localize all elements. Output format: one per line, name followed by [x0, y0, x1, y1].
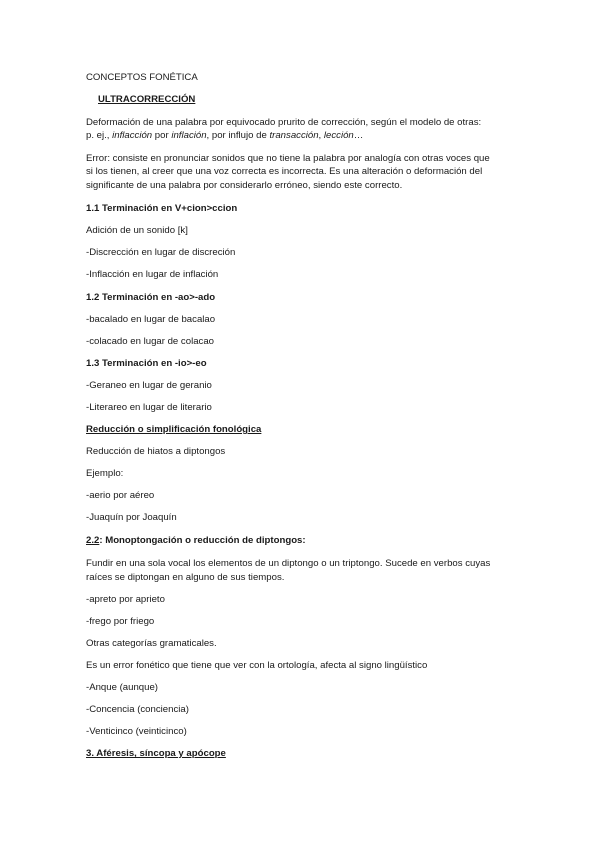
section-heading-aferesis: 3. Aféresis, síncopa y apócope — [86, 748, 226, 759]
example-2a: -aerio por aéreo — [86, 490, 155, 501]
example-1-3a: -Geraneo en lugar de geranio — [86, 380, 212, 391]
example-2-2b: -frego por friego — [86, 616, 155, 627]
error-line-3: significante de una palabra por considerarlo erróneo, siendo este correcto. — [86, 180, 403, 191]
subheading-1-2: 1.2 Terminación en -ao>-ado — [86, 292, 216, 303]
text-2-2b: raíces se diptongan en alguno de sus tiempos. — [86, 572, 285, 583]
section-heading-reduccion: Reducción o simplificación fonológica — [86, 424, 262, 435]
def-italic-word: lección — [323, 130, 354, 141]
example-1-1a: -Discrección en lugar de discreción — [86, 247, 236, 258]
def-italic-word: inflación — [171, 130, 207, 141]
text-other-categories: Otras categorías gramaticales. — [86, 638, 217, 649]
section-heading-ultracorreccion — [86, 94, 195, 106]
text-2-2a: Fundir en una sola vocal los elementos de un diptongo o un triptongo. Sucede en verbos cuyas — [86, 558, 491, 569]
def-text: p. ej., — [86, 130, 113, 141]
text-1-1: Adición de un sonido [k] — [86, 225, 188, 236]
text-2b: Ejemplo: — [86, 468, 124, 479]
example-1-1b: -Inflacción en lugar de inflación — [86, 269, 219, 280]
def-text: , — [318, 130, 324, 141]
def-text: , por influjo de — [206, 130, 270, 141]
subheading-2-2 — [86, 535, 306, 547]
section-heading-text: ULTRACORRECCIÓN — [98, 94, 196, 105]
def-italic-word: transacción — [269, 130, 319, 141]
subheading-1-3: 1.3 Terminación en -io>-eo — [86, 358, 207, 369]
error-line-1: Error: consiste en pronunciar sonidos que no tiene la palabra por analogía con otras voces que — [86, 153, 490, 164]
example-3c: -Venticinco (veinticinco) — [86, 726, 187, 737]
example-3b: -Concencia (conciencia) — [86, 704, 189, 715]
text-2a: Reducción de hiatos a diptongos — [86, 446, 226, 457]
example-1-2b: -colacado en lugar de colacao — [86, 336, 215, 347]
error-line-2: si los tienen, al creer que una voz correcta es incorrecta. Es una alteración o deformación del — [86, 166, 483, 177]
example-1-2a: -bacalado en lugar de bacalao — [86, 314, 216, 325]
example-1-3b: -Literareo en lugar de literario — [86, 402, 212, 413]
def-italic-word: inflacción — [112, 130, 153, 141]
definition-line-1: Deformación de una palabra por equivocado prurito de corrección, según el modelo de otras: — [86, 117, 482, 128]
text-phonetic-error: Es un error fonético que tiene que ver con la ortología, afecta al signo lingüístico — [86, 660, 428, 671]
example-3a: -Anque (aunque) — [86, 682, 159, 693]
def-text: … — [353, 130, 364, 141]
subheading-2-2-number: 2.2 — [86, 535, 100, 546]
def-text: por — [152, 130, 172, 141]
subheading-1-1: 1.1 Terminación en V+cion>ccion — [86, 203, 238, 214]
definition-line-2 — [86, 130, 363, 142]
example-2-2a: -apreto por aprieto — [86, 594, 165, 605]
subheading-2-2-text: : Monoptongación o reducción de diptongos: — [99, 535, 306, 546]
doc-title: CONCEPTOS FONÉTICA — [86, 72, 198, 83]
example-2b: -Juaquín por Joaquín — [86, 512, 177, 523]
